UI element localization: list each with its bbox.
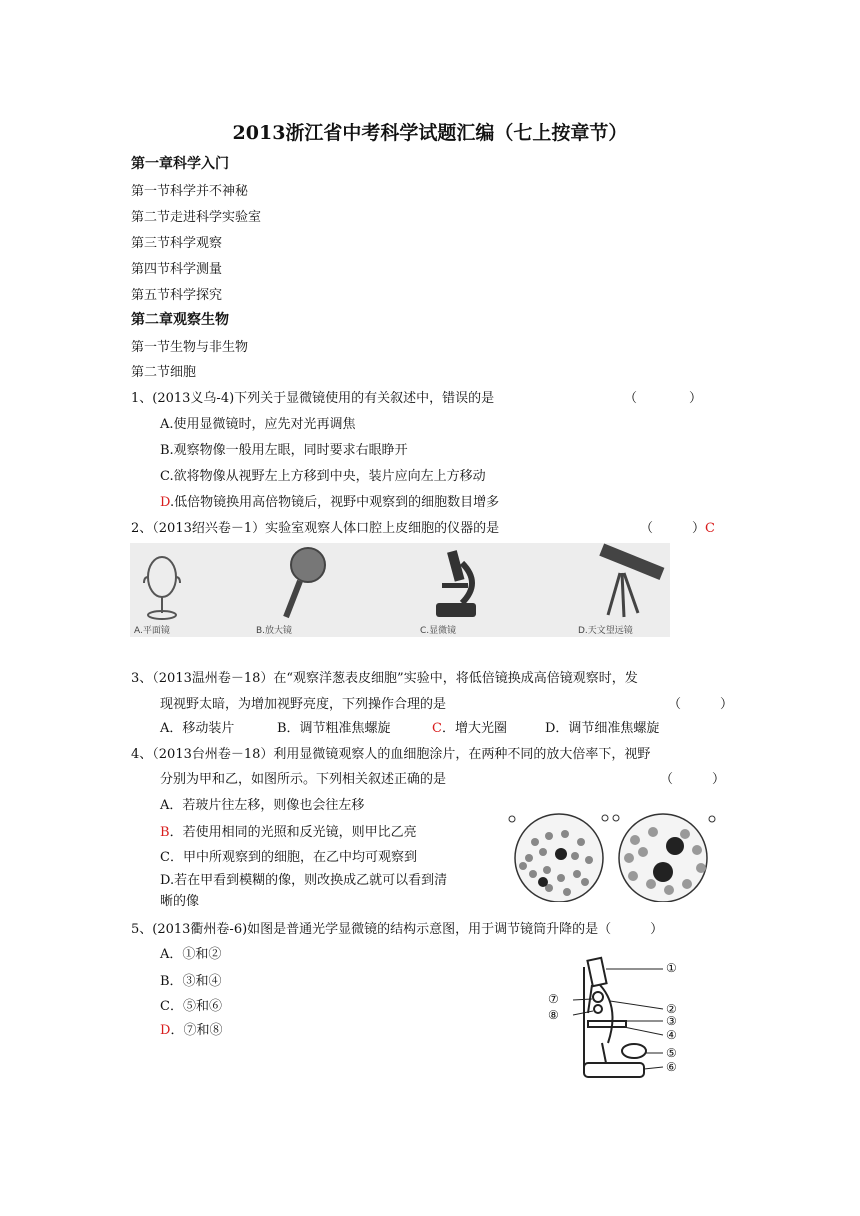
label-8: ⑧ bbox=[548, 1008, 559, 1022]
q4-option-b bbox=[160, 821, 417, 840]
q3-option-d: D．调节细准焦螺旋 bbox=[545, 721, 660, 736]
label-2: ② bbox=[666, 1002, 677, 1016]
q5-option-a: A．①和② bbox=[160, 947, 222, 962]
caption-d: D.天文望远镜 bbox=[578, 626, 633, 636]
q1-stem: 1、(2013义乌-4)下列关于显微镜使用的有关叙述中，错误的是 bbox=[131, 391, 495, 406]
q5-option-d-text: ．⑦和⑧ bbox=[170, 1023, 223, 1038]
q1-answer-paren: （ ） bbox=[624, 391, 703, 406]
q3-stem-line1: 3、（2013温州卷－18）在“观察洋葱表皮细胞”实验中，将低倍镜换成高倍镜观察时，发 bbox=[131, 671, 638, 686]
section-1-5: 第五节科学探究 bbox=[131, 288, 223, 303]
q5-option-d bbox=[160, 1019, 222, 1038]
section-1-3: 第三节科学观察 bbox=[131, 236, 223, 251]
q3-option-b: B．调节粗准焦螺旋 bbox=[277, 721, 391, 736]
label-5: ⑤ bbox=[666, 1046, 677, 1060]
magnifier-icon bbox=[286, 548, 325, 617]
q2-stem: 2、（2013绍兴卷－1）实验室观察人体口腔上皮细胞的仪器的是 bbox=[131, 521, 500, 536]
chapter-1-heading: 第一章科学入门 bbox=[131, 156, 229, 172]
section-1-4: 第四节科学测量 bbox=[131, 262, 223, 277]
caption-c: C.显微镜 bbox=[420, 626, 457, 636]
section-1-1: 第一节科学并不神秘 bbox=[131, 184, 249, 199]
q2-instrument-images bbox=[130, 543, 670, 637]
q5-stem: 5、(2013衢州卷-6)如图是普通光学显微镜的结构示意图，用于调节镜筒升降的是（ ） bbox=[131, 922, 664, 937]
q4-option-d-line2: 晰的像 bbox=[160, 894, 200, 909]
q3-option-a: A．移动装片 bbox=[160, 721, 235, 736]
q4-stem-line1: 4、（2013台州卷－18）利用显微镜观察人的血细胞涂片，在两种不同的放大倍率下，视野 bbox=[131, 747, 651, 762]
q4-option-d-line1: D.若在甲看到模糊的像，则改换成乙就可以看到清 bbox=[160, 873, 448, 888]
q5-option-b: B．③和④ bbox=[160, 974, 222, 989]
q2-answer-paren bbox=[640, 517, 715, 536]
q5-answer-letter: D bbox=[160, 1023, 171, 1038]
blood-smear-figure bbox=[505, 812, 717, 902]
label-7: ⑦ bbox=[548, 992, 559, 1006]
chapter-2-heading: 第二章观察生物 bbox=[131, 312, 229, 328]
microscope-icon bbox=[436, 550, 476, 617]
q1-option-d bbox=[160, 491, 499, 510]
q3-option-c-text: ．增大光圈 bbox=[441, 721, 507, 736]
caption-b: B.放大镜 bbox=[256, 626, 293, 636]
microscope-structure-figure bbox=[548, 955, 698, 1090]
label-6: ⑥ bbox=[666, 1060, 677, 1074]
field-jia bbox=[515, 814, 603, 902]
plane-mirror-icon bbox=[144, 557, 180, 619]
label-1: ① bbox=[666, 961, 677, 975]
q1-option-d-text: .低倍物镜换用高倍物镜后，视野中观察到的细胞数目增多 bbox=[169, 495, 500, 510]
q1-option-c: C.欲将物像从视野左上方移到中央，装片应向左上方移动 bbox=[160, 469, 486, 484]
q4-option-a: A．若玻片往左移，则像也会往左移 bbox=[160, 798, 365, 813]
q4-answer-paren: （ ） bbox=[660, 772, 726, 787]
field-yi bbox=[619, 814, 707, 902]
section-2-2: 第二节细胞 bbox=[131, 365, 197, 380]
q5-option-c: C．⑤和⑥ bbox=[160, 999, 222, 1014]
q4-option-b-text: ．若使用相同的光照和反光镜，则甲比乙亮 bbox=[169, 825, 417, 840]
q3-answer-letter: C bbox=[432, 721, 442, 736]
q2-paren-text: （ ） bbox=[640, 521, 706, 536]
q1-option-b: B.观察物像一般用左眼，同时要求右眼睁开 bbox=[160, 443, 408, 458]
q1-answer-letter: D bbox=[160, 495, 170, 510]
q2-answer: C bbox=[705, 521, 715, 536]
q4-answer-letter: B bbox=[160, 825, 170, 840]
q4-option-c: C．甲中所观察到的细胞，在乙中均可观察到 bbox=[160, 850, 417, 865]
telescope-icon bbox=[600, 544, 664, 617]
section-1-2: 第二节走进科学实验室 bbox=[131, 210, 262, 225]
q3-answer-paren: （ ） bbox=[668, 697, 734, 712]
q3-stem-line2: 现视野太暗，为增加视野亮度，下列操作合理的是 bbox=[160, 697, 447, 712]
section-2-1: 第一节生物与非生物 bbox=[131, 340, 249, 355]
document-title: 2013浙江省中考科学试题汇编（七上按章节） bbox=[232, 122, 628, 144]
label-3: ③ bbox=[666, 1014, 677, 1028]
q4-stem-line2: 分别为甲和乙，如图所示。下列相关叙述正确的是 bbox=[160, 772, 447, 787]
q1-option-a: A.使用显微镜时，应先对光再调焦 bbox=[160, 417, 356, 432]
caption-a: A.平面镜 bbox=[134, 626, 170, 636]
label-4: ④ bbox=[666, 1028, 677, 1042]
q3-option-c bbox=[432, 717, 507, 736]
